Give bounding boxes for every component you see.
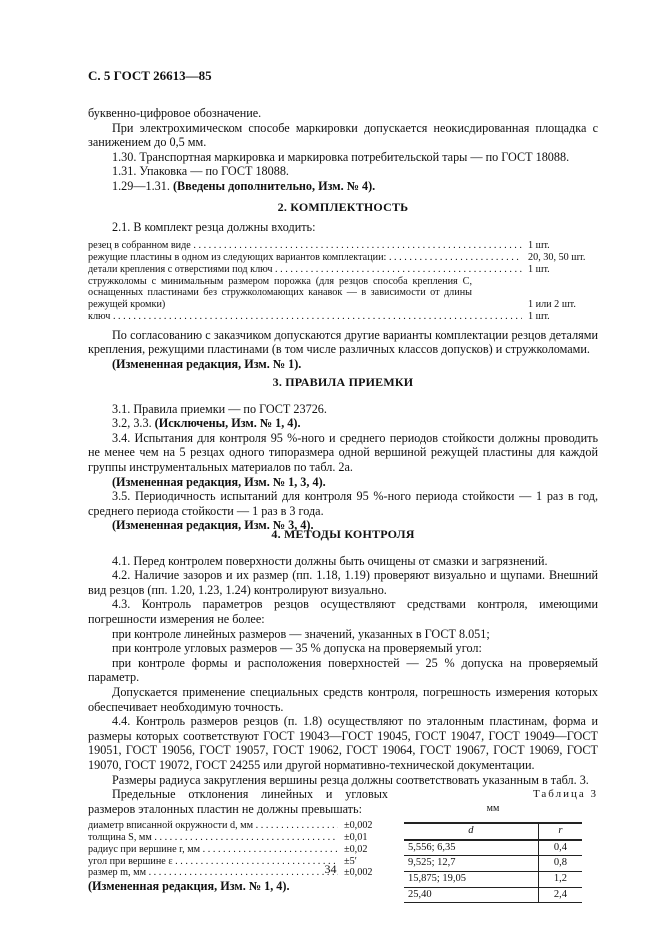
cell-d: 15,875; 19,05 [404,872,538,888]
table-unit: мм [486,802,500,814]
deviation-value: ±0,02 [344,843,368,855]
section-paragraph: Допускается применение специальных средств контроля, погрешность измерения которых обеспечивает необходимую точность. [88,684,598,714]
deviation-value: ±0,002 [344,820,373,832]
intro-block [88,106,598,194]
page-number: 34 [324,862,337,876]
deviation-label: размер m, мм . . . [88,867,338,879]
deviation-item [88,820,388,832]
section-paragraph: 4.1. Перед контролем поверхности должны быть очищены от смазки и загрязнений. [112,553,548,568]
kit-item-value: 1 шт. [528,263,550,275]
section-paragraph: при контроле формы и расположения поверхностей — 25 % допуска на проверяемый параметр. [88,655,598,685]
intro-amendment [88,179,598,194]
table-header-row [404,823,582,840]
kit-item-label: стружколомы с минимальным размером порожка (для резцов способа крепления С, оснащенных пластинами без стружколомающих канавок — в зависимости от длины режущей кромки) [88,275,472,311]
section-lead: 2.1. В комплект резца должны входить: [112,219,316,234]
clause-number: 1.29—1.31. [112,178,173,193]
section-paragraph: при контроле линейных размеров — значений, указанных в ГОСТ 8.051; [112,626,490,641]
amendment-note: (Введены дополнительно, Изм. № 4). [172,178,376,193]
deviations-and-table [88,787,598,903]
section-paragraph: По согласованию с заказчиком допускаются другие варианты комплектации резцов деталями крепления, режущими пластинами (в том числе различных классов допусков) и стружколомами. [88,327,598,357]
intro-paragraph: При электрохимическом способе маркировки допускается неокисдированная площадка с занижением до 0,5 мм. [88,120,598,150]
section-title: 2. КОМПЛЕКТНОСТЬ [277,200,409,214]
deviation-item [88,832,388,844]
kit-item-value: 1 или 2 шт. [528,299,576,311]
kit-item-value: 20, 30, 50 шт. [528,251,586,263]
section-paragraph [88,416,598,431]
section-paragraph: 4.2. Наличие зазоров и их размер (пп. 1.18, 1.19) проверяют визуально и щупами. Внешний вид резцов (пп. 1.20, 1.23, 1.24) контролируют визуально. [88,568,598,597]
kit-item [88,311,598,323]
cell-d: 9,525; 12,7 [404,856,538,872]
clause-number: 3.2, 3.3. [112,416,155,431]
kit-item [88,240,598,252]
kit-item [88,276,598,311]
deviation-label: толщина S, мм . . . [88,832,338,844]
table-row [404,840,582,856]
section-acceptance [88,375,598,533]
kit-item [88,264,598,276]
section-control-methods [88,527,598,903]
deviation-label: радиус при вершине r, мм . . . [88,844,338,856]
section-paragraph: при контроле угловых размеров — 35 % допуска на проверяемый угол: [112,641,482,656]
kit-item-label: детали крепления с отверстиями под ключ . . . [88,264,522,276]
kit-item-label: резец в собранном виде . . . [88,240,522,252]
deviation-item [88,844,388,856]
section-completeness [88,200,598,372]
section-paragraph: Размеры радиуса закругления вершины резца должны соответствовать указанным в табл. 3. [112,772,589,787]
deviation-label: диаметр вписанной окружности d, мм . . . [88,820,338,832]
amendment-note: (Измененная редакция, Изм. № 1, 3, 4). [112,474,326,489]
intro-paragraph: буквенно-цифровое обозначение. [88,106,262,120]
cell-r: 2,4 [538,887,582,903]
table-caption: Таблица 3 [532,788,598,801]
page-header: С. 5 ГОСТ 26613—85 [88,68,212,83]
deviation-value: ±0,002 [344,867,373,879]
cell-d: 5,556; 6,35 [404,840,538,856]
table-row [404,887,582,903]
column-header-r: r [538,823,582,840]
cell-r: 0,8 [538,856,582,872]
column-header-d: d [404,823,538,840]
section-title: 4. МЕТОДЫ КОНТРОЛЯ [271,527,415,541]
intro-paragraph: 1.31. Упаковка — по ГОСТ 18088. [112,164,289,179]
section-title: 3. ПРАВИЛА ПРИЕМКИ [272,375,414,389]
amendment-note: (Исключены, Изм. № 1, 4). [154,416,301,431]
intro-paragraph: 1.30. Транспортная маркировка и маркировка потребительской тары — по ГОСТ 18088. [112,149,570,164]
amendment-note: (Измененная редакция, Изм. № 1). [112,356,302,371]
kit-item-value: 1 шт. [528,240,550,252]
cell-r: 0,4 [538,840,582,856]
kit-item [88,252,598,264]
table-3-block [388,787,598,903]
deviation-value: ±5′ [344,855,357,867]
section-paragraph: 3.5. Периодичность испытаний для контроля 95 %-ного периода стойкости — 1 раз в год, среднего периода стойкости — 1 раз в 3 года. [88,489,598,518]
section-paragraph: 3.4. Испытания для контроля 95 %-ного и среднего периодов стойкости должны проводить не менее чем на 5 резцах одного типоразмера одной вершиной режущей пластины для каждой группы инструментальных материалов по табл. 2а. [88,430,598,474]
amendment-note: (Измененная редакция, Изм. № 3, 4). [112,518,314,533]
kit-item-label: ключ . . . [88,311,522,323]
amendment-note: (Измененная редакция, Изм. № 1, 4). [88,879,290,894]
section-paragraph: Предельные отклонения линейных и угловых размеров эталонных пластин не должны превышать: [88,787,388,816]
kit-item-value: 1 шт. [528,310,550,322]
kit-item-label: режущие пластины в одном из следующих вариантов комплектации: . . . [88,252,522,264]
cell-r: 1,2 [538,872,582,888]
section-paragraph: 4.4. Контроль размеров резцов (п. 1.8) осуществляют по эталонным пластинам, форма и размеры которых соответствуют ГОСТ 19043—ГОСТ 19045, ГОСТ 19047, ГОСТ 19049—ГОСТ 19051, ГОСТ 19056, ГОСТ 19057, ГОСТ 19062, ГОСТ 19064, ГОСТ 19067, ГОСТ 19069, ГОСТ 19070, ГОСТ 19072, ГОСТ 24255 или другой нормативно-технической документации. [88,714,598,772]
deviations-block [88,787,388,903]
cell-d: 25,40 [404,887,538,903]
section-paragraph: 4.3. Контроль параметров резцов осуществляют средствами контроля, имеющими погрешности измерения не более: [88,597,598,626]
deviation-value: ±0,01 [344,832,368,844]
section-paragraph: 3.1. Правила приемки — по ГОСТ 23726. [112,401,327,416]
deviation-label: угол при вершине ε . . . [88,856,338,868]
kit-list [88,240,598,323]
